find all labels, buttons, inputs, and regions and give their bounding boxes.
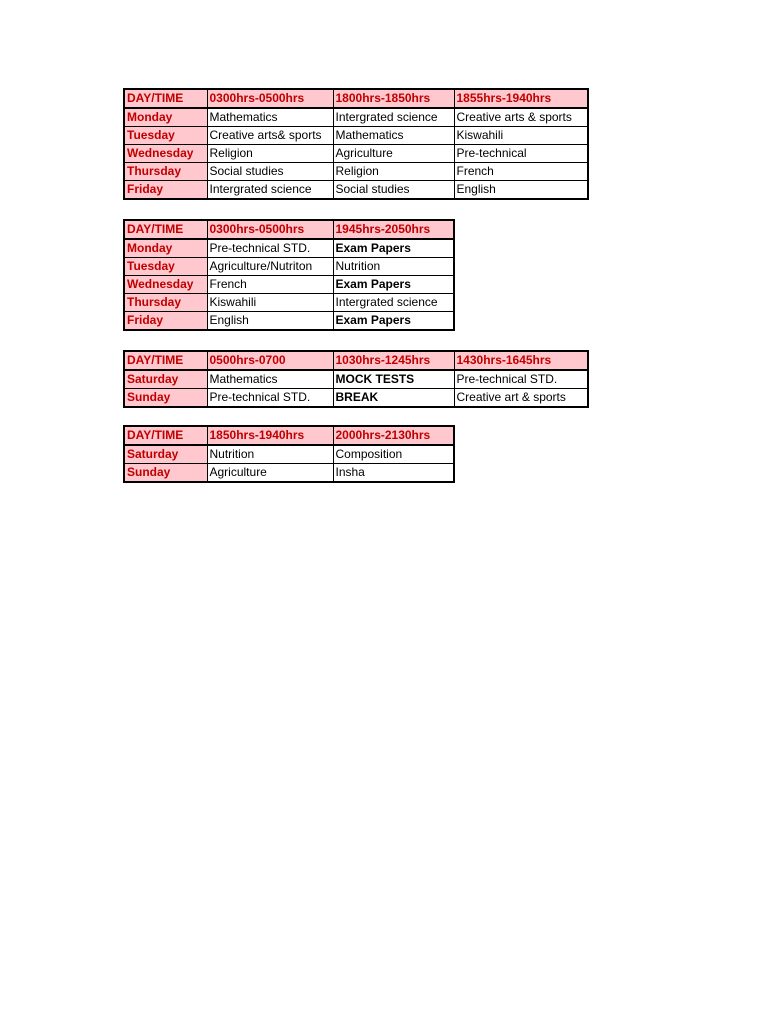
table-header-row — [124, 426, 454, 445]
subject-cell: Intergrated science — [333, 108, 454, 127]
subject-cell: Religion — [333, 163, 454, 181]
table-row — [124, 181, 588, 200]
subject-cell: Mathematics — [207, 370, 333, 389]
table-row — [124, 276, 454, 294]
subject-cell: Insha — [333, 464, 454, 483]
subject-cell: BREAK — [333, 389, 454, 408]
subject-cell: Composition — [333, 445, 454, 464]
subject-cell: Social studies — [207, 163, 333, 181]
subject-cell: Pre-technical STD. — [207, 239, 333, 258]
header-cell: 1800hrs-1850hrs — [333, 89, 454, 108]
weekend-day-timetable — [123, 350, 589, 408]
subject-cell: Exam Papers — [333, 312, 454, 331]
header-cell: DAY/TIME — [124, 220, 207, 239]
subject-cell: Agriculture/Nutriton — [207, 258, 333, 276]
subject-cell: Intergrated science — [207, 181, 333, 200]
day-cell: Tuesday — [124, 258, 207, 276]
header-cell: 1945hrs-2050hrs — [333, 220, 454, 239]
day-cell: Wednesday — [124, 145, 207, 163]
header-cell: DAY/TIME — [124, 351, 207, 370]
day-cell: Friday — [124, 312, 207, 331]
table-row — [124, 145, 588, 163]
header-cell: DAY/TIME — [124, 426, 207, 445]
day-cell: Sunday — [124, 389, 207, 408]
table-row — [124, 312, 454, 331]
subject-cell: French — [207, 276, 333, 294]
table-row — [124, 445, 454, 464]
subject-cell: Kiswahili — [454, 127, 588, 145]
subject-cell: Agriculture — [333, 145, 454, 163]
day-cell: Thursday — [124, 294, 207, 312]
weekday-night-timetable — [123, 219, 455, 331]
header-cell: 1430hrs-1645hrs — [454, 351, 588, 370]
header-cell: 2000hrs-2130hrs — [333, 426, 454, 445]
table-row — [124, 294, 454, 312]
day-cell: Monday — [124, 108, 207, 127]
subject-cell: Kiswahili — [207, 294, 333, 312]
header-cell: 1030hrs-1245hrs — [333, 351, 454, 370]
table-row — [124, 163, 588, 181]
subject-cell: Nutrition — [207, 445, 333, 464]
header-cell: 1850hrs-1940hrs — [207, 426, 333, 445]
subject-cell: Exam Papers — [333, 239, 454, 258]
subject-cell: English — [454, 181, 588, 200]
subject-cell: Religion — [207, 145, 333, 163]
subject-cell: MOCK TESTS — [333, 370, 454, 389]
day-cell: Thursday — [124, 163, 207, 181]
day-cell: Saturday — [124, 370, 207, 389]
subject-cell: Pre-technical — [454, 145, 588, 163]
header-cell: 1855hrs-1940hrs — [454, 89, 588, 108]
table-row — [124, 464, 454, 483]
subject-cell: Pre-technical STD. — [454, 370, 588, 389]
subject-cell: Mathematics — [333, 127, 454, 145]
weekend-night-timetable — [123, 425, 455, 483]
subject-cell: Social studies — [333, 181, 454, 200]
subject-cell: Mathematics — [207, 108, 333, 127]
subject-cell: French — [454, 163, 588, 181]
day-cell: Friday — [124, 181, 207, 200]
subject-cell: Pre-technical STD. — [207, 389, 333, 408]
header-cell: 0300hrs-0500hrs — [207, 220, 333, 239]
day-cell: Monday — [124, 239, 207, 258]
header-cell: 0500hrs-0700 — [207, 351, 333, 370]
table-row — [124, 239, 454, 258]
subject-cell: Exam Papers — [333, 276, 454, 294]
subject-cell: Creative arts& sports — [207, 127, 333, 145]
weekday-evening-timetable — [123, 88, 589, 200]
table-header-row — [124, 89, 588, 108]
table-header-row — [124, 220, 454, 239]
subject-cell: Intergrated science — [333, 294, 454, 312]
header-cell: 0300hrs-0500hrs — [207, 89, 333, 108]
subject-cell: Creative art & sports — [454, 389, 588, 408]
subject-cell: Agriculture — [207, 464, 333, 483]
subject-cell: English — [207, 312, 333, 331]
table-row — [124, 108, 588, 127]
day-cell: Tuesday — [124, 127, 207, 145]
subject-cell: Creative arts & sports — [454, 108, 588, 127]
day-cell: Sunday — [124, 464, 207, 483]
table-header-row — [124, 351, 588, 370]
table-row — [124, 370, 588, 389]
subject-cell: Nutrition — [333, 258, 454, 276]
table-row — [124, 389, 588, 408]
header-cell: DAY/TIME — [124, 89, 207, 108]
table-row — [124, 127, 588, 145]
table-row — [124, 258, 454, 276]
day-cell: Wednesday — [124, 276, 207, 294]
day-cell: Saturday — [124, 445, 207, 464]
